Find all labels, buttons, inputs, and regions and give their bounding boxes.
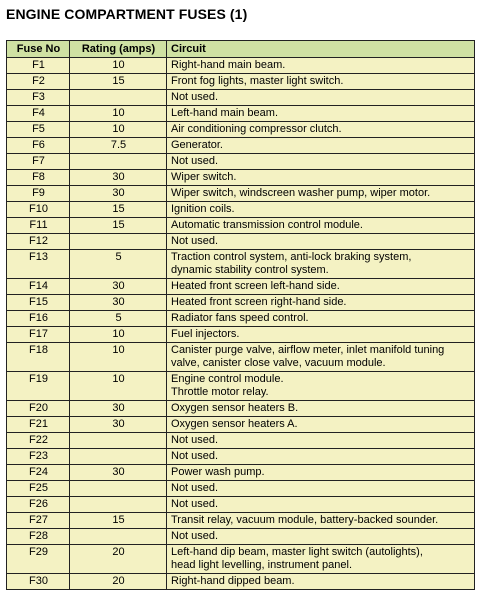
- circuit-text-line: Air conditioning compressor clutch.: [171, 123, 342, 135]
- table-row: [7, 401, 475, 417]
- fuse-circuit-cell: [167, 465, 475, 481]
- fuse-circuit-cell: [167, 186, 475, 202]
- circuit-text-line: Canister purge valve, airflow meter, inlet manifold tuning: [171, 344, 445, 356]
- table-row: [7, 545, 475, 574]
- circuit-text-line: Oxygen sensor heaters A.: [171, 418, 298, 430]
- fuse-rating-cell: 30: [70, 401, 167, 417]
- circuit-text-line: Left-hand main beam.: [171, 107, 279, 119]
- fuse-number-cell: F26: [7, 497, 70, 513]
- table-row: [7, 417, 475, 433]
- fuse-number-cell: F1: [7, 58, 70, 74]
- table-row: [7, 433, 475, 449]
- circuit-text-line: Not used.: [171, 434, 219, 446]
- header-row: [7, 41, 475, 58]
- fuse-number-cell: F27: [7, 513, 70, 529]
- fuse-circuit-cell: [167, 449, 475, 465]
- circuit-text-line: Right-hand main beam.: [171, 59, 286, 71]
- fuse-number-cell: F20: [7, 401, 70, 417]
- table-row: [7, 574, 475, 590]
- fuse-number-cell: F29: [7, 545, 70, 574]
- table-row: [7, 529, 475, 545]
- header-fuse-no: Fuse No: [7, 41, 70, 58]
- fuse-number-cell: F25: [7, 481, 70, 497]
- fuse-circuit-cell: [167, 74, 475, 90]
- table-row: [7, 170, 475, 186]
- circuit-text-line: Radiator fans speed control.: [171, 312, 309, 324]
- table-row: [7, 311, 475, 327]
- circuit-text-line: head light levelling, instrument panel.: [171, 559, 353, 571]
- fuse-circuit-cell: [167, 170, 475, 186]
- fuse-number-cell: F22: [7, 433, 70, 449]
- fuse-number-cell: F17: [7, 327, 70, 343]
- fuse-circuit-cell: [167, 513, 475, 529]
- fuse-rating-cell: [70, 433, 167, 449]
- circuit-text-line: Not used.: [171, 450, 219, 462]
- fuse-circuit-cell: [167, 417, 475, 433]
- table-row: [7, 449, 475, 465]
- fuse-circuit-cell: [167, 106, 475, 122]
- circuit-text-line: Left-hand dip beam, master light switch (autolights),: [171, 546, 423, 558]
- fuse-circuit-cell: [167, 311, 475, 327]
- fuse-number-cell: F3: [7, 90, 70, 106]
- fuse-rating-cell: 7.5: [70, 138, 167, 154]
- fuse-number-cell: F15: [7, 295, 70, 311]
- fuse-circuit-cell: [167, 154, 475, 170]
- circuit-text-line: Engine control module.: [171, 373, 284, 385]
- table-row: [7, 343, 475, 372]
- fuse-number-cell: F7: [7, 154, 70, 170]
- table-row: [7, 218, 475, 234]
- circuit-text-line: Wiper switch, windscreen washer pump, wiper motor.: [171, 187, 431, 199]
- fuse-circuit-cell: [167, 250, 475, 279]
- fuse-number-cell: F13: [7, 250, 70, 279]
- fuse-rating-cell: 15: [70, 218, 167, 234]
- table-row: [7, 513, 475, 529]
- table-body: [7, 58, 475, 590]
- table-row: [7, 234, 475, 250]
- circuit-text-line: Ignition coils.: [171, 203, 235, 215]
- fuse-number-cell: F21: [7, 417, 70, 433]
- circuit-text-line: Not used.: [171, 498, 219, 510]
- fuse-circuit-cell: [167, 218, 475, 234]
- fuse-number-cell: F4: [7, 106, 70, 122]
- fuse-number-cell: F18: [7, 343, 70, 372]
- table-row: [7, 122, 475, 138]
- fuse-circuit-cell: [167, 343, 475, 372]
- fuse-rating-cell: 5: [70, 250, 167, 279]
- fuse-rating-cell: 30: [70, 279, 167, 295]
- fuse-rating-cell: [70, 529, 167, 545]
- circuit-text-line: Right-hand dipped beam.: [171, 575, 295, 587]
- fuse-circuit-cell: [167, 58, 475, 74]
- circuit-text-line: Not used.: [171, 530, 219, 542]
- fuse-number-cell: F11: [7, 218, 70, 234]
- fuse-circuit-cell: [167, 202, 475, 218]
- fuse-number-cell: F10: [7, 202, 70, 218]
- fuse-rating-cell: [70, 234, 167, 250]
- table-row: [7, 279, 475, 295]
- fuse-number-cell: F12: [7, 234, 70, 250]
- fuse-number-cell: F28: [7, 529, 70, 545]
- fuse-rating-cell: 10: [70, 122, 167, 138]
- table-row: [7, 202, 475, 218]
- circuit-text-line: Traction control system, anti-lock braking system,: [171, 251, 412, 263]
- fuse-circuit-cell: [167, 401, 475, 417]
- fuse-rating-cell: 30: [70, 295, 167, 311]
- fuse-rating-cell: 10: [70, 58, 167, 74]
- fuse-number-cell: F14: [7, 279, 70, 295]
- fuse-rating-cell: [70, 481, 167, 497]
- table-row: [7, 327, 475, 343]
- circuit-text-line: valve, canister close valve, vacuum module.: [171, 357, 386, 369]
- fuse-circuit-cell: [167, 295, 475, 311]
- circuit-text-line: Automatic transmission control module.: [171, 219, 363, 231]
- fuse-circuit-cell: [167, 497, 475, 513]
- table-row: [7, 154, 475, 170]
- circuit-text-line: Not used.: [171, 155, 219, 167]
- fuse-circuit-cell: [167, 372, 475, 401]
- fuse-circuit-cell: [167, 545, 475, 574]
- table-row: [7, 250, 475, 279]
- fuse-circuit-cell: [167, 122, 475, 138]
- fuse-number-cell: F24: [7, 465, 70, 481]
- table-row: [7, 90, 475, 106]
- circuit-text-line: Front fog lights, master light switch.: [171, 75, 344, 87]
- fuse-number-cell: F30: [7, 574, 70, 590]
- circuit-text-line: Generator.: [171, 139, 223, 151]
- circuit-text-line: dynamic stability control system.: [171, 264, 329, 276]
- fuse-number-cell: F23: [7, 449, 70, 465]
- fuse-number-cell: F16: [7, 311, 70, 327]
- fuse-rating-cell: 10: [70, 106, 167, 122]
- fuse-circuit-cell: [167, 138, 475, 154]
- fuse-rating-cell: 10: [70, 372, 167, 401]
- circuit-text-line: Not used.: [171, 235, 219, 247]
- fuse-number-cell: F6: [7, 138, 70, 154]
- circuit-text-line: Oxygen sensor heaters B.: [171, 402, 299, 414]
- fuse-rating-cell: [70, 497, 167, 513]
- table-row: [7, 186, 475, 202]
- fuse-circuit-cell: [167, 90, 475, 106]
- fuse-circuit-cell: [167, 279, 475, 295]
- fuse-circuit-cell: [167, 574, 475, 590]
- table-row: [7, 497, 475, 513]
- fuse-circuit-cell: [167, 481, 475, 497]
- fuse-circuit-cell: [167, 327, 475, 343]
- circuit-text-line: Not used.: [171, 482, 219, 494]
- page-title: ENGINE COMPARTMENT FUSES (1): [6, 6, 248, 22]
- fuse-number-cell: F8: [7, 170, 70, 186]
- fuse-rating-cell: [70, 449, 167, 465]
- circuit-text-line: Fuel injectors.: [171, 328, 240, 340]
- header-circuit: Circuit: [167, 41, 475, 58]
- fuse-number-cell: F2: [7, 74, 70, 90]
- table-row: [7, 106, 475, 122]
- table-row: [7, 372, 475, 401]
- fuse-rating-cell: [70, 90, 167, 106]
- circuit-text-line: Throttle motor relay.: [171, 386, 269, 398]
- fuse-table: [6, 40, 475, 590]
- fuse-number-cell: F9: [7, 186, 70, 202]
- fuse-rating-cell: 30: [70, 465, 167, 481]
- fuse-rating-cell: 5: [70, 311, 167, 327]
- table-row: [7, 465, 475, 481]
- fuse-number-cell: F19: [7, 372, 70, 401]
- circuit-text-line: Transit relay, vacuum module, battery-backed sounder.: [171, 514, 439, 526]
- fuse-rating-cell: 20: [70, 574, 167, 590]
- circuit-text-line: Heated front screen left-hand side.: [171, 280, 340, 292]
- table-row: [7, 481, 475, 497]
- fuse-rating-cell: 30: [70, 417, 167, 433]
- fuse-rating-cell: 10: [70, 327, 167, 343]
- circuit-text-line: Wiper switch.: [171, 171, 237, 183]
- fuse-number-cell: F5: [7, 122, 70, 138]
- fuse-rating-cell: 30: [70, 186, 167, 202]
- table-row: [7, 58, 475, 74]
- fuse-rating-cell: 15: [70, 74, 167, 90]
- fuse-circuit-cell: [167, 234, 475, 250]
- table-row: [7, 74, 475, 90]
- fuse-rating-cell: 30: [70, 170, 167, 186]
- fuse-rating-cell: 15: [70, 513, 167, 529]
- circuit-text-line: Heated front screen right-hand side.: [171, 296, 347, 308]
- fuse-circuit-cell: [167, 433, 475, 449]
- header-rating: Rating (amps): [70, 41, 167, 58]
- circuit-text-line: Power wash pump.: [171, 466, 265, 478]
- fuse-rating-cell: 10: [70, 343, 167, 372]
- fuse-rating-cell: 15: [70, 202, 167, 218]
- fuse-rating-cell: 20: [70, 545, 167, 574]
- table-row: [7, 138, 475, 154]
- fuse-rating-cell: [70, 154, 167, 170]
- table-row: [7, 295, 475, 311]
- fuse-circuit-cell: [167, 529, 475, 545]
- circuit-text-line: Not used.: [171, 91, 219, 103]
- table-header: [7, 41, 475, 58]
